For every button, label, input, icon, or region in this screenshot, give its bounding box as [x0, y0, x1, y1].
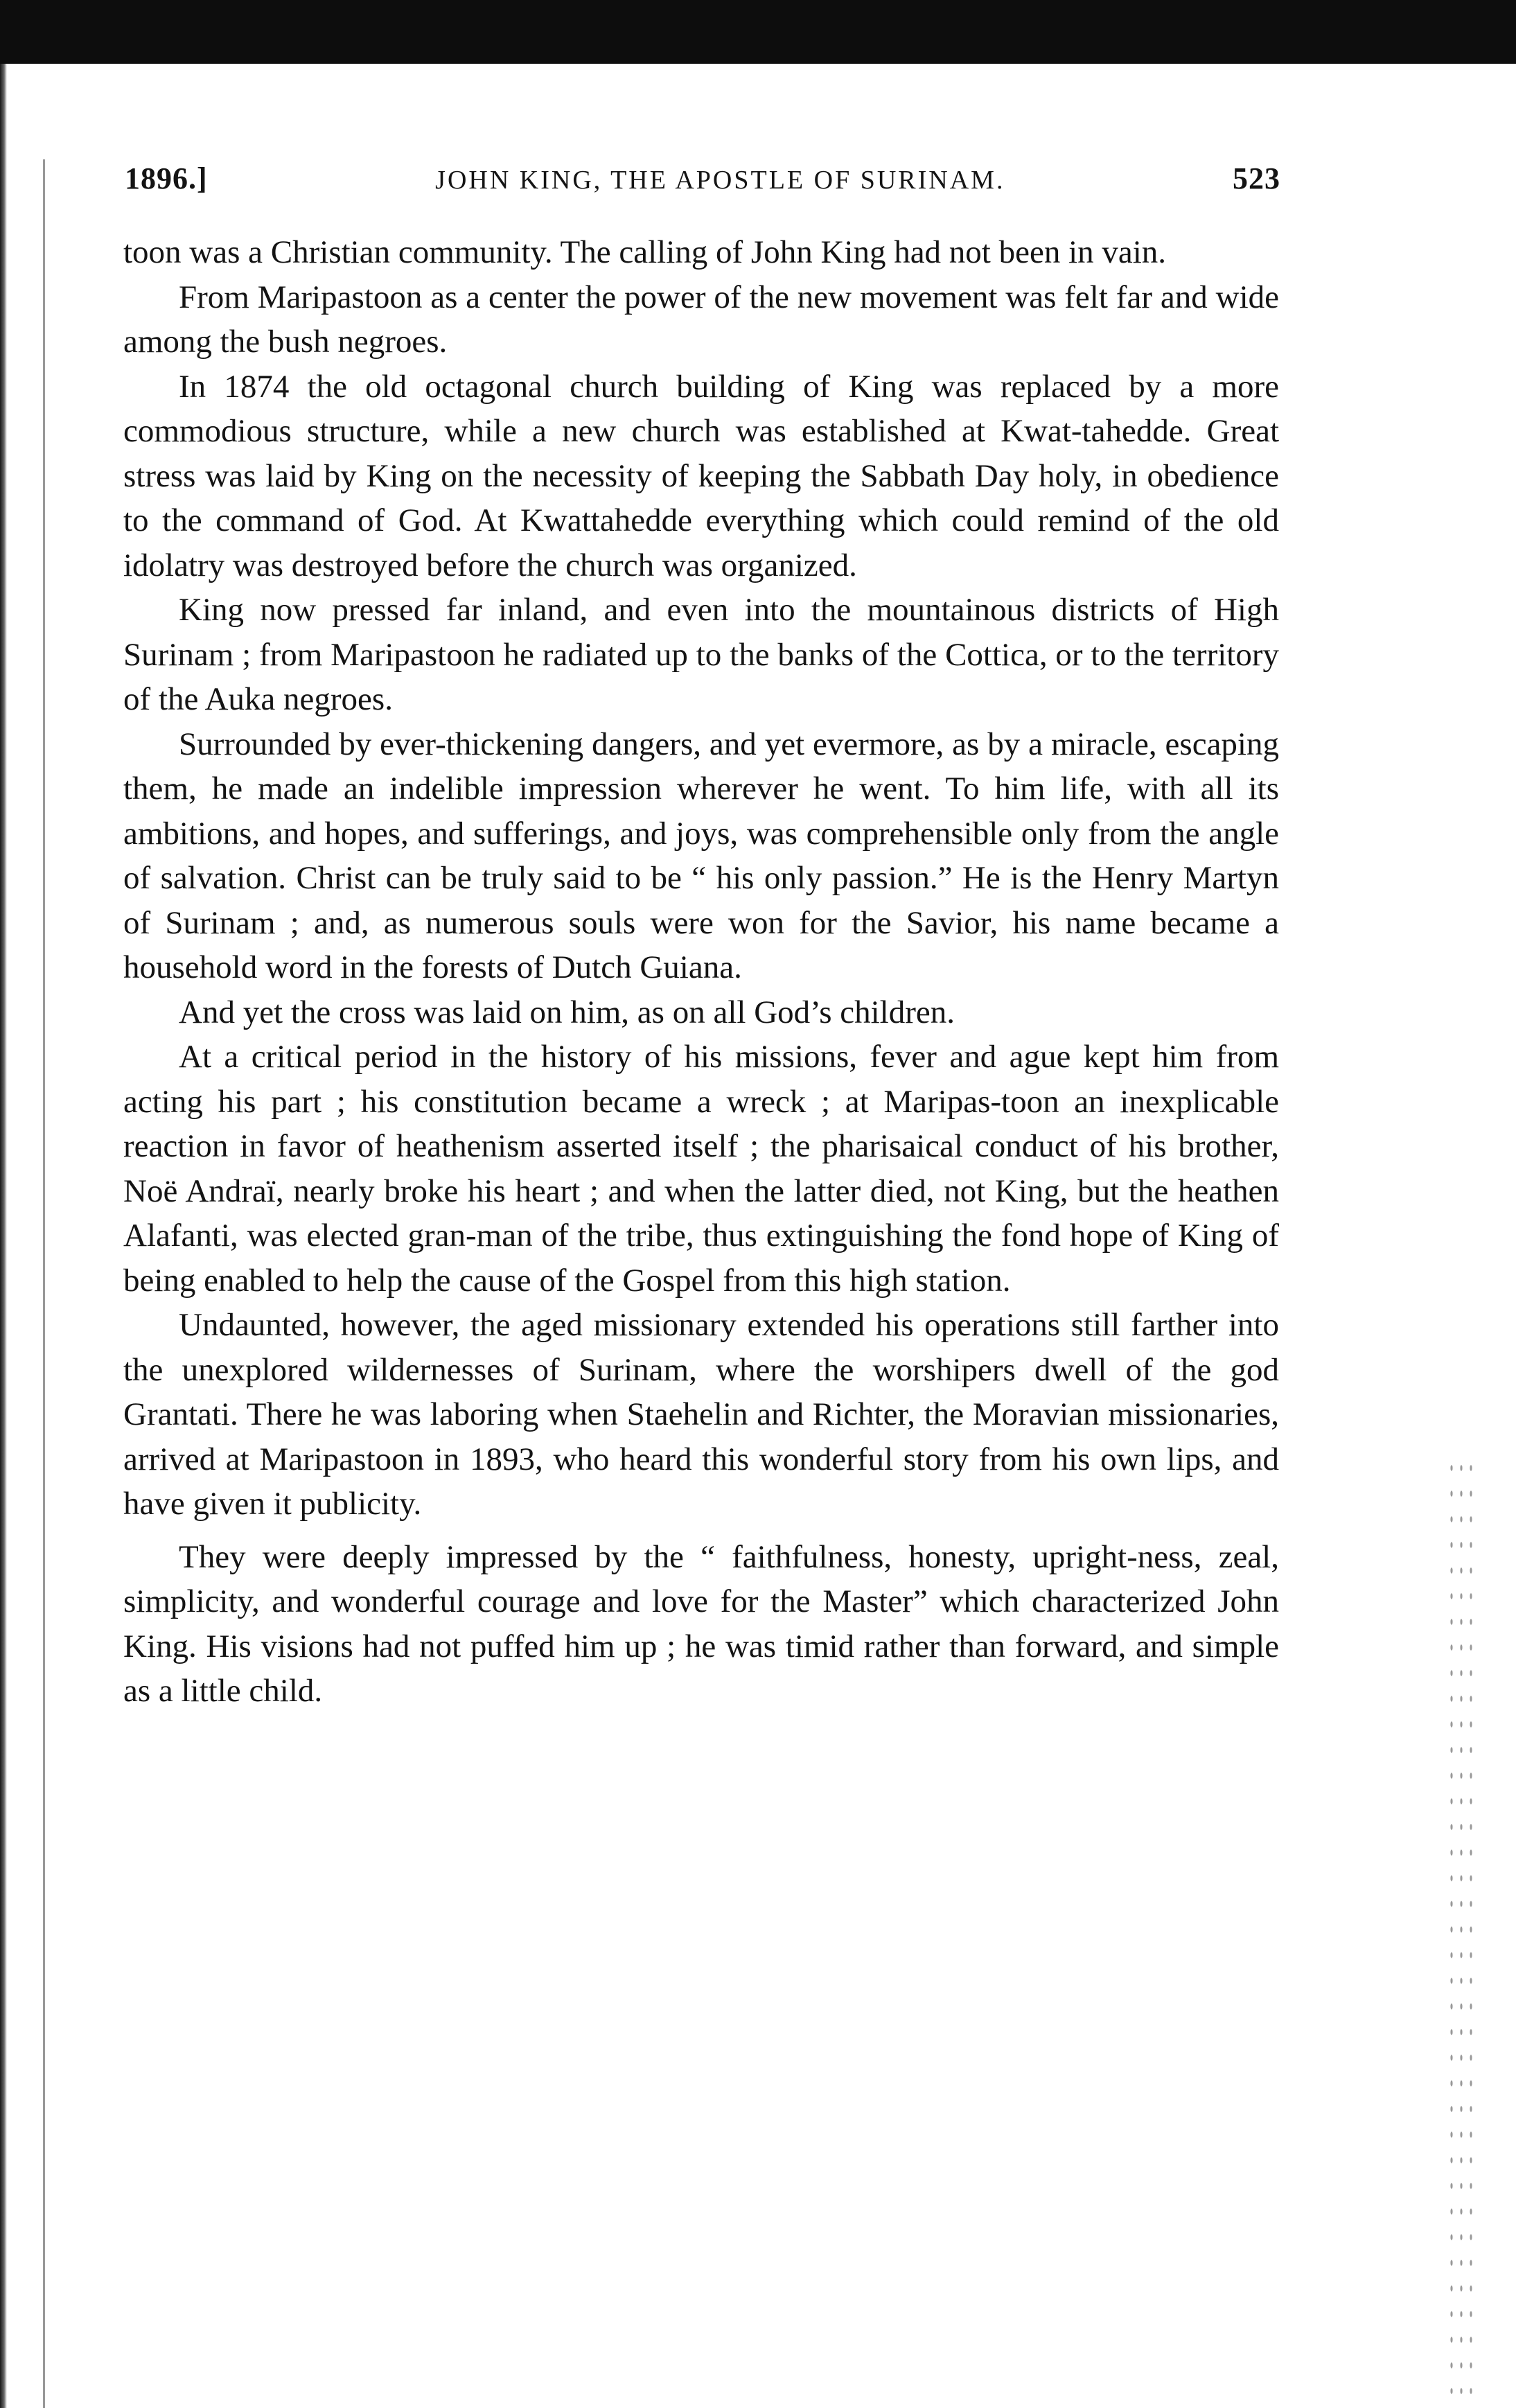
paragraph: King now pressed far inland, and even into the mountainous districts of High Surinam ; from Maripastoon he radiated up to the banks of the Cottica, or to the territory of the Auka negroes.	[123, 592, 1279, 717]
running-header	[125, 161, 1280, 202]
scan-border-top	[0, 0, 1516, 64]
paragraph: From Maripastoon as a center the power of the new movement was felt far and wide among the bush negroes.	[123, 279, 1279, 360]
paragraph: In 1874 the old octagonal church building of King was replaced by a more commodious structure, while a new church was established at Kwat-tahedde. Great stress was laid by King on the necessity of keeping the Sabbath Day holy, in obedience to the command of God. At Kwattahedde everything which could remind of the old idolatry was destroyed before the church was organized.	[123, 368, 1279, 583]
page-number: 523	[1232, 161, 1280, 195]
header-year: 1896.]	[125, 161, 208, 195]
header-title: JOHN KING, THE APOSTLE OF SURINAM.	[435, 166, 1005, 195]
scan-border-left	[0, 64, 7, 2408]
paragraph: And yet the cross was laid on him, as on all God’s children.	[179, 994, 955, 1030]
paragraph: Undaunted, however, the aged missionary extended his operations still farther into the unexplored wildernesses of Surinam, where the worshipers dwell of the god Grantati. There he was laboring when Staehelin and Richter, the Moravian missionaries, arrived at Maripastoon in 1893, who heard this wonderful story from his own lips, and have given it publicity.	[123, 1307, 1279, 1522]
paragraph: toon was a Christian community. The calling of John King had not been in vain.	[123, 234, 1167, 270]
page-edge-line	[43, 159, 45, 2408]
paragraph: They were deeply impressed by the “ faithfulness, honesty, upright-ness, zeal, simplicity, and wonderful courage and love for the Master” which characterized John King. His visions had not puffed him up ; he was timid rather than forward, and simple as a little child.	[123, 1538, 1279, 1709]
paragraph: At a critical period in the history of his missions, fever and ague kept him from acting his part ; his constitution became a wreck ; at Maripas-toon an inexplicable reaction in favor of heathenism asserted itself ; the pharisaical conduct of his brother, Noë Andraï, nearly broke his heart ; and when the latter died, not King, but the heathen Alafanti, was elected gran-man of the tribe, thus extinguishing the fond hope of King of being enabled to help the cause of the Gospel from this high station.	[123, 1039, 1279, 1299]
scan-noise	[1447, 1455, 1474, 2398]
body-text	[123, 230, 1279, 1714]
paragraph: Surrounded by ever-thickening dangers, and yet evermore, as by a miracle, escaping them, he made an indelible impression wherever he went. To him life, with all its ambitions, and hopes, and sufferings, and joys, was comprehensible only from the angle of salvation. Christ can be truly said to be “ his only passion.” He is the Henry Martyn of Surinam ; and, as numerous souls were won for the Savior, his name became a household word in the forests of Dutch Guiana.	[123, 726, 1279, 985]
